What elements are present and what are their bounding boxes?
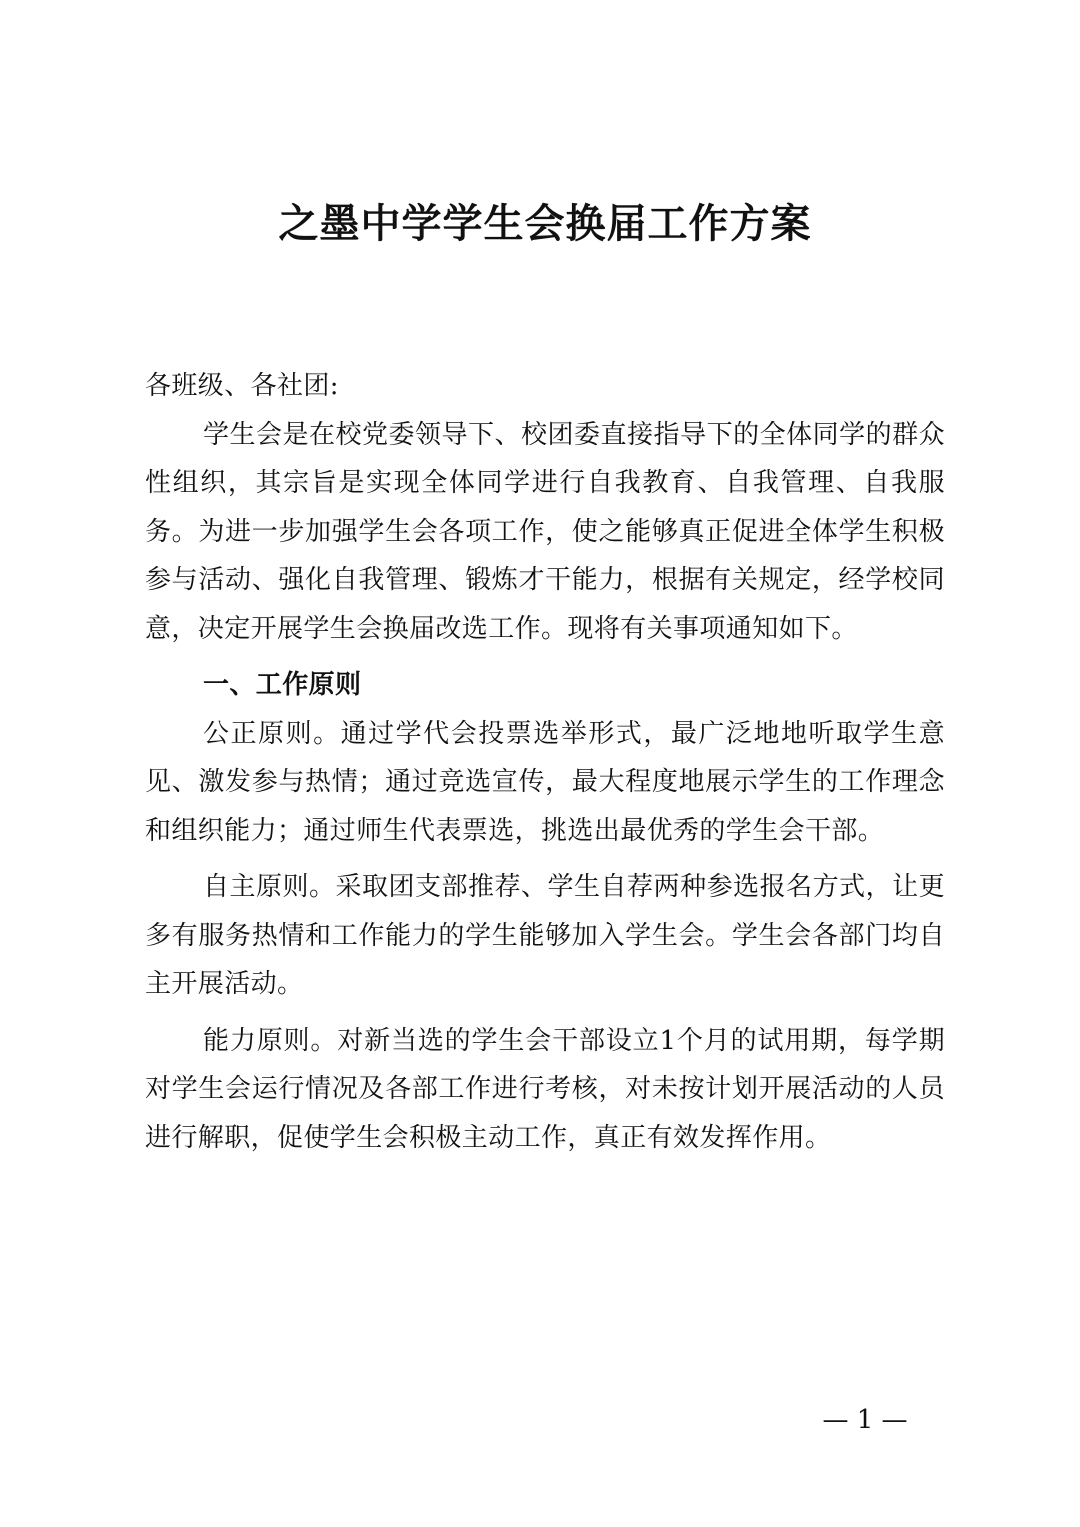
salutation: 各班级、各社团: <box>145 371 339 401</box>
document-body <box>145 362 945 1162</box>
principle-ability-paragraph: 能力原则。对新当选的学生会干部设立1个月的试用期，每学期对学生会运行情况及各部工作进行考核，对未按计划开展活动的人员进行解职，促使学生会积极主动工作，真正有效发挥作用。 <box>145 1025 945 1153</box>
section-heading-principles: 一、工作原则 <box>203 670 362 700</box>
page-number: — 1 — <box>822 1405 908 1435</box>
principle-fairness-paragraph: 公正原则。通过学代会投票选举形式，最广泛地地听取学生意见、激发参与热情；通过竞选宣传，最大程度地展示学生的工作理念和组织能力；通过师生代表票选，挑选出最优秀的学生会干部。 <box>145 718 945 846</box>
intro-paragraph: 学生会是在校党委领导下、校团委直接指导下的全体同学的群众性组织，其宗旨是实现全体同学进行自我教育、自我管理、自我服务。为进一步加强学生会各项工作，使之能够真正促进全体学生积极参与活动、强化自我管理、锻炼才干能力，根据有关规定，经学校同意，决定开展学生会换届改选工作。现将有关事项通知如下。 <box>145 419 945 644</box>
document-title: 之墨中学学生会换届工作方案 <box>278 201 812 247</box>
principle-autonomy-paragraph: 自主原则。采取团支部推荐、学生自荐两种参选报名方式，让更多有服务热情和工作能力的学生能够加入学生会。学生会各部门均自主开展活动。 <box>145 872 945 999</box>
